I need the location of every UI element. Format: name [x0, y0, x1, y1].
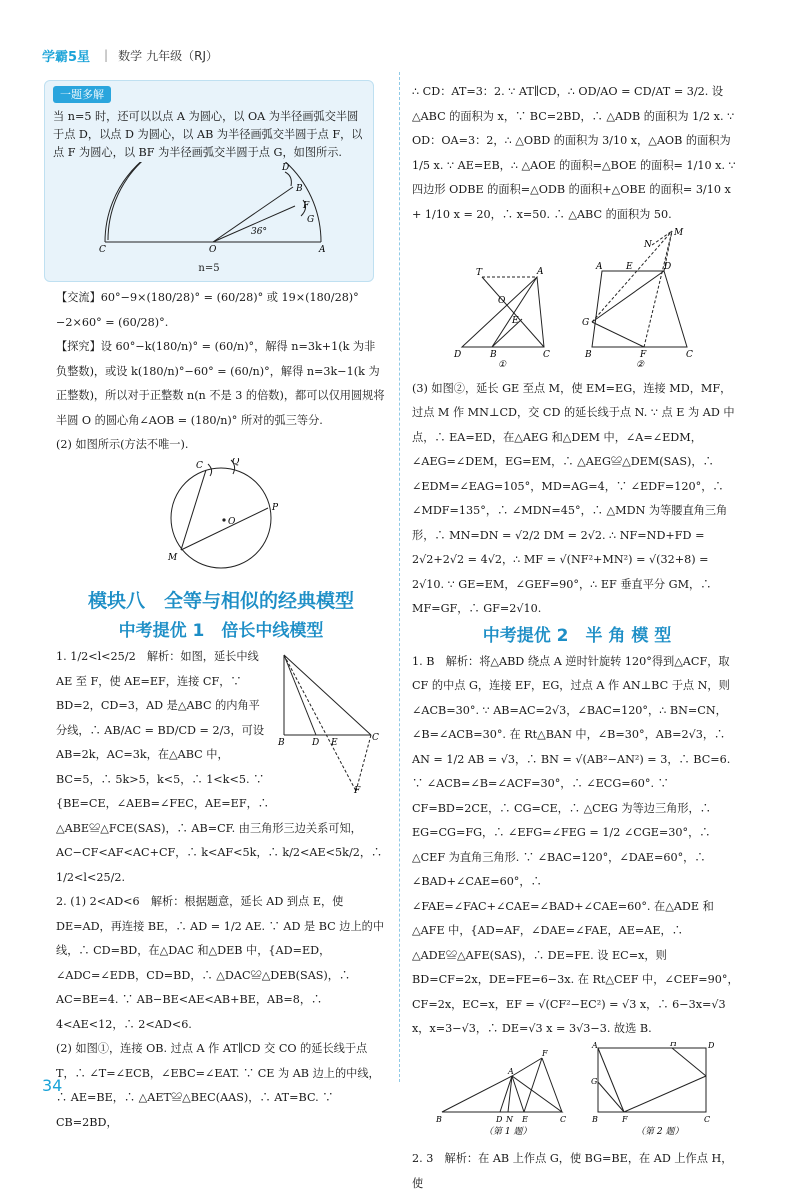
angle-label: 36° — [251, 226, 267, 237]
label-d5: D — [664, 262, 672, 272]
q2-fig-caption: （第 2 题） — [636, 1126, 684, 1137]
label-b4: B — [490, 350, 497, 360]
label-o4: O — [498, 296, 506, 306]
label-d3: D — [312, 738, 320, 748]
label-g7: G — [591, 1076, 598, 1086]
fig2-caption: ② — [636, 360, 645, 367]
label-b3: B — [278, 738, 285, 748]
q2-paragraph: 2. (1) 2<AD<6 解析：根据题意，延长 AD 到点 E，使 DE=AD，再连接 BE，∴ AD = 1/2 AE. ∵ AD 是 BC 边上的中线，∴ CD=BD，在△DAC 和△DEB 中，{AD=ED，∠ADC=∠EDB，CD=BD，∴ △DAC≌△DEB(SAS)，∴ AC=BE=4. ∵ AB−BE<AE<AB+BE，AB=8，∴ 4<AE<12，∴ 2<AD<6. — [56, 895, 385, 1031]
label-m: M — [168, 552, 178, 563]
label-n6: N — [506, 1114, 513, 1124]
sub1-title: 中考提优 1 倍长中线模型 — [118, 621, 324, 641]
label-f: F — [303, 200, 310, 211]
label-o2: O — [228, 516, 236, 527]
box-text: 当 n=5 时，还可以以点 A 为圆心，以 OA 为半径画弧交半圆于点 D，以点 D 为圆心，以 AB 为半径画弧交半圆于点 F，以点 F 为圆心，以 BF 为半径画弧交半圆于点 G，如图所示. — [53, 109, 363, 159]
label-c3: C — [372, 733, 379, 743]
label-d4: D — [454, 350, 462, 360]
label-b: B — [296, 183, 303, 194]
label-q: Q — [232, 457, 240, 467]
label-e3: E — [331, 738, 338, 748]
label-n5: N — [644, 240, 652, 250]
fig1-caption: ① — [498, 360, 507, 367]
tanjiu-paragraph: 【探究】设 60°−k(180/n)° = (60/n)°，解得 n=3k+1(k 为非负整数)，或设 k(180/n)°−60° = (60/n)°，解得 n=3k−1(k 为正整数)，所以对于正整数 n(n 不是 3 的倍数)，都可以仅用圆规将半圆 O 的圆心角∠AOB = (180/n)° 所对的弧三等分. — [56, 340, 385, 427]
label-e4: E — [512, 316, 519, 326]
multi-solution-box — [44, 80, 374, 282]
label-d: D — [282, 162, 290, 173]
q1-figure — [276, 645, 386, 795]
label-f6: F — [542, 1048, 548, 1058]
label-c5: C — [686, 350, 693, 360]
box-fig-caption: n=5 — [198, 263, 220, 274]
circle-figure — [56, 458, 386, 570]
label-c6: C — [560, 1114, 567, 1124]
label-d7: D — [708, 1041, 715, 1050]
label-a: A — [319, 244, 326, 254]
label-b7: B — [592, 1114, 598, 1124]
label-c4: C — [543, 350, 550, 360]
label-f3: F — [354, 786, 361, 795]
label-c: C — [99, 244, 106, 254]
label-b5: B — [585, 350, 592, 360]
box-tag: 一题多解 — [53, 86, 111, 103]
para-part3: (3) 如图②，延长 GE 至点 M，使 EM=EG，连接 MD，MF，过点 M 作 MN⊥CD，交 CD 的延长线于点 N. ∵ 点 E 为 AD 中点，∴ EA=ED，在△AEG 和△DEM 中，∠A=∠EDM，∠AEG=∠DEM，EG=EM，∴ △AEG≌△DEM(SAS)，∴ ∠EDM=∠EAG=105°，MD=AG=4，∵ ∠EDF=120°，∴ ∠MDF=135°，∴ ∠MDN=45°，∴ △MDN 为等腰直角三角形，∴ MN=DN = √2/2 DM = 2√2. ∴ NF=ND+FD = 2√2+2√2 = 4√2，∴ MF = √(NF²+MN²) = √(32+8) = 2√10. ∵ GE=EM，∠GEF=90°，∴ EF 垂直平分 GM，∴ MF=GF，∴ GF=2√10. — [412, 381, 735, 615]
label-a7: A — [592, 1041, 598, 1050]
column-divider — [399, 72, 400, 1082]
label-a5: A — [596, 262, 603, 272]
label-h7: H — [670, 1041, 677, 1048]
right-column — [412, 80, 742, 1196]
label-a4: A — [537, 267, 544, 277]
label-g5: G — [582, 318, 590, 328]
q1-fig-caption: （第 1 题） — [484, 1126, 532, 1137]
halfangle-q1-paragraph: 1. B 解析：将△ABD 绕点 A 逆时针旋转 120°得到△ACF，取 CF 的中点 G，连接 EF，EG，过点 A 作 AN⊥BC 于点 N，则 ∠ACB=30°. ∵ AB=AC=2√3，∠BAC=120°，∴ BN=CN，∠B=∠ACB=30°. 在 Rt△BAN 中，∠B=30°，AB=2√3，∴ AN = 1/2 AB = √3，∴ BN = √(AB²−AN²) = 3，∴ BC=6. ∵ ∠ACB=∠B=∠ACF=30°，∴ ∠ECG=60°. ∵ CF=BD=2CE，∴ CG=CE，∴ △CEG 为等边三角形，∴ EG=CG=FG，∴ ∠EFG=∠FEG = 1/2 ∠CGE=30°，∴ △CEF 为直角三角形. ∵ ∠BAC=120°，∠DAE=60°，∴ ∠BAD+∠CAE=60°，∴ ∠FAE=∠FAC+∠CAE=∠BAD+∠CAE=60°. 在△ADE 和△AFE 中，{AD=AF，∠DAE=∠FAE，AE=AE，∴ △ADE≌△AFE(SAS)，∴ DE=FE. 设 EC=x，则 BD=CF=2x，DE=FE=6−3x. 在 Rt△CEF 中，∠CEF=90°，CF=2x，EC=x，EF = √(CF²−EC²) = √3 x，∴ 6−3x=√3 x，x=3−√3，∴ DE=√3 x = 3√3−3. 故选 B. — [412, 654, 739, 1035]
label-o: O — [209, 244, 217, 254]
para-area: ∴ CD：AT=3：2. ∵ AT∥CD，∴ OD/AO = CD/AT = 3/2. 设△ABC 的面积为 x，∵ BC=2BD，∴ △ADB 的面积为 1/2 x. ∵ OD：OA=3：2，∴ △OBD 的面积为 3/10 x，△AOB 的面积为 1/5 x. ∵ AE=EB，∴ △AOE 的面积=△BOE 的面积= 1/10 x. ∵ 四边形 ODBE 的面积=△ODB 的面积+△OBE 的面积= 3/10 x + 1/10 x = 20，∴ x=50. ∴ △ABC 的面积为 50. — [412, 85, 736, 221]
part2-paragraph: (2) 如图所示(方法不唯一). — [56, 438, 189, 451]
page-header: 学霸5星 | 数学 九年级（RJ） — [42, 44, 218, 66]
brand-logo: 学霸5星 — [42, 49, 91, 65]
figures-q1-q2 — [412, 1042, 742, 1138]
label-e5: E — [626, 262, 633, 272]
module-title: 模块八 全等与相似的经典模型 — [87, 590, 354, 612]
jiaoliu-paragraph: 【交流】60°−9×(180/28)° = (60/28)° 或 19×(180/28)°−2×60° = (60/28)°. — [56, 291, 359, 329]
label-t: T — [476, 268, 483, 278]
subject-label: 数学 — [118, 48, 143, 63]
figures-1-2 — [412, 227, 742, 367]
q1-paragraph: 1. 1/2<l<25/2 解析：如图，延长中线 AE 至 F，使 AE=EF，连接 CF，∵ BD=2，CD=3，AD 是△ABC 的内角平分线，∴ AB/AC = BD/CD = 2/3，可设 AB=2k，AC=3k，在△ABC 中，BC=5，∴ 5k>5，k<5，∴ 1<k<5. ∵ {BE=CE，∠AEB=∠FEC，AE=EF，∴ △ABE≌△FCE(SAS)，∴ AB=CF. 由三角形三边关系可知，AC−CF<AF<AC+CF，∴ k<AF<5k，∴ k/2<AE<5k/2，∴ 1/2<l<25/2. — [56, 650, 383, 884]
label-a6: A — [508, 1066, 514, 1076]
label-g: G — [307, 214, 315, 225]
label-c2: C — [196, 460, 203, 471]
label-e6: E — [522, 1114, 528, 1124]
label-d6: D — [496, 1114, 503, 1124]
label-f5: F — [640, 350, 647, 360]
q2-part2-paragraph: (2) 如图①，连接 OB. 过点 A 作 AT∥CD 交 CO 的延长线于点 T，∴ ∠T=∠ECB，∠EBC=∠EAT. ∵ CE 为 AB 边上的中线，∴ AE=BE，∴ △AET≌△BEC(AAS)，∴ AT=BC. ∵ CB=2BD， — [56, 1042, 380, 1129]
halfangle-q2-paragraph: 2. 3 解析：在 AB 上作点 G，使 BG=BE，在 AD 上作点 H，使 — [412, 1152, 733, 1190]
left-column — [53, 80, 386, 1135]
label-f7: F — [622, 1114, 628, 1124]
label-c7: C — [704, 1114, 711, 1124]
grade-label: 九年级（RJ） — [146, 48, 218, 63]
page-number: 34 — [42, 1076, 63, 1095]
label-b6: B — [436, 1114, 442, 1124]
semicircle-figure — [53, 162, 363, 254]
sub2-title: 中考提优 2 半 角 模 型 — [482, 625, 672, 646]
label-m5: M — [674, 228, 684, 238]
label-p: P — [272, 502, 279, 513]
